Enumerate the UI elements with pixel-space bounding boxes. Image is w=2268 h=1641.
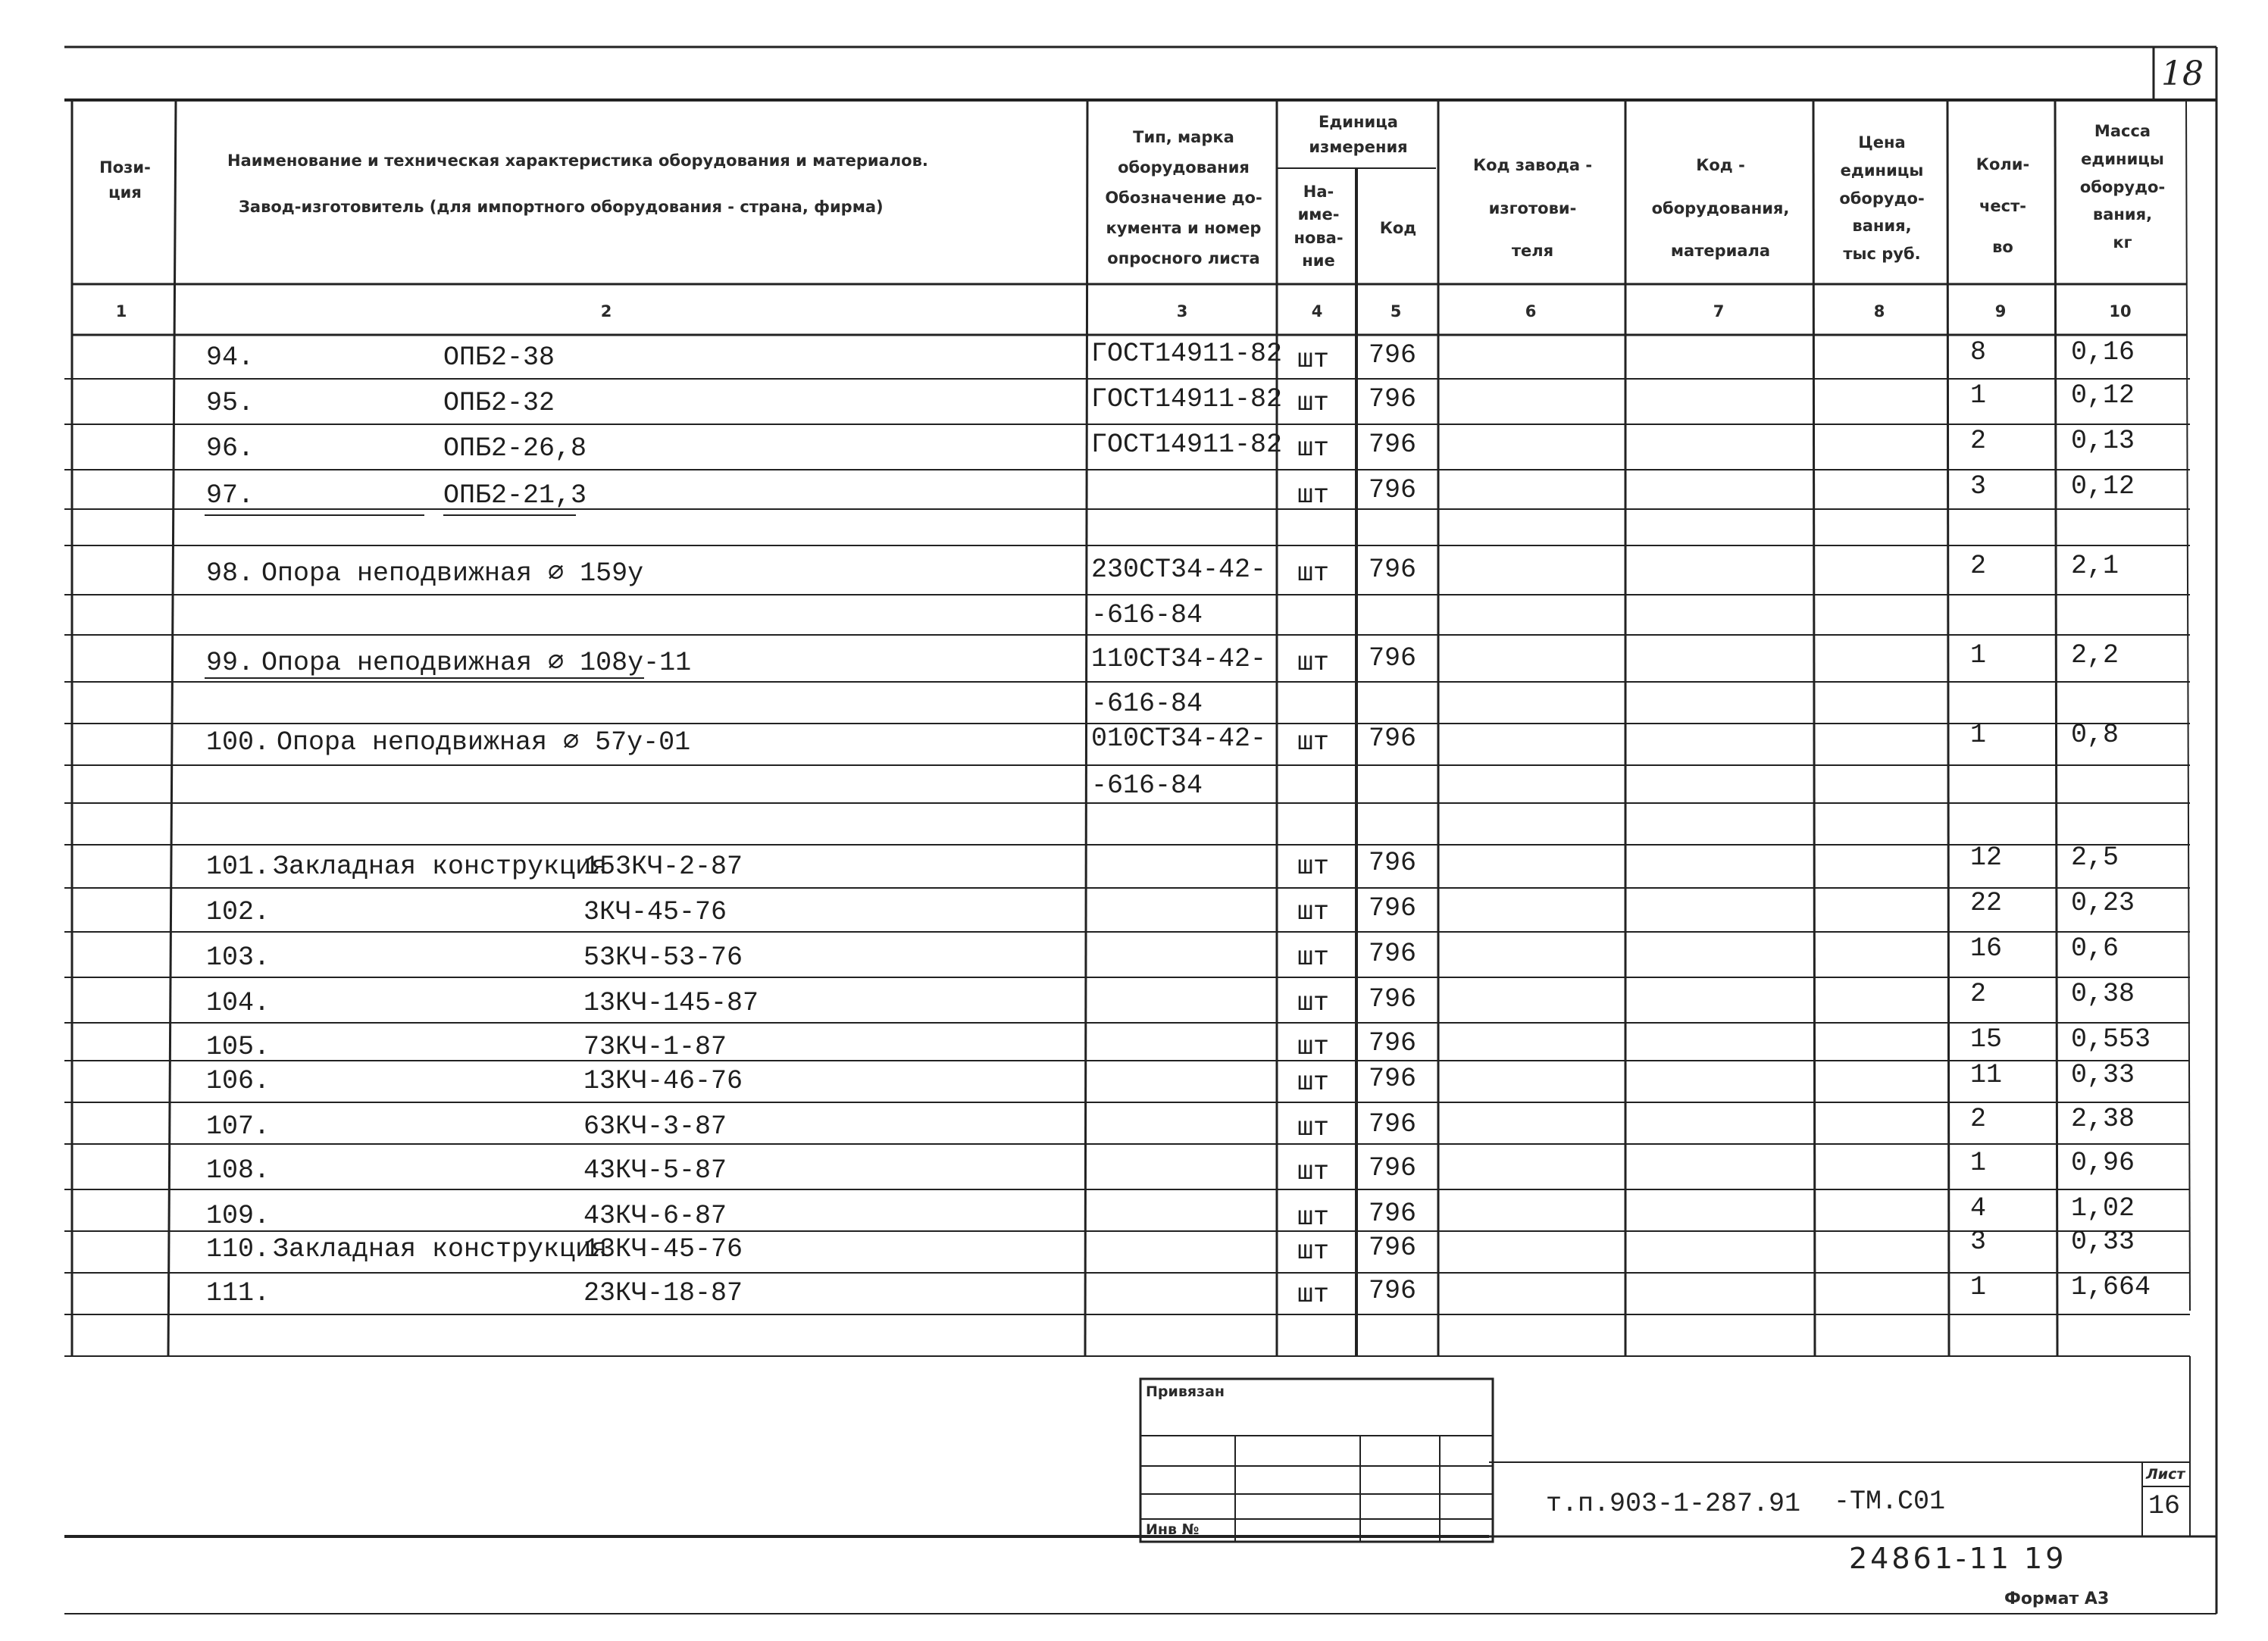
header-price: Цена единицы оборудо- вания, тыс руб.	[1839, 133, 1925, 263]
row-position: 97.	[206, 480, 255, 511]
row-code: 796	[1369, 939, 1417, 969]
row-qty: 2	[1970, 979, 1987, 1009]
row-doc: 110СТ34-42-	[1091, 644, 1267, 674]
row-code: 796	[1369, 1276, 1417, 1306]
row-unit: шт	[1297, 1113, 1330, 1143]
header-factory-code: Код завода - изготови- теля	[1472, 156, 1593, 261]
row-mass: 0,13	[2071, 426, 2135, 456]
col-number: 3	[1176, 302, 1188, 320]
row-code: 796	[1369, 893, 1417, 924]
bound-label: Привязан	[1146, 1383, 1225, 1400]
row-mass: 0,38	[2071, 979, 2135, 1009]
header-unit-group: Единица измерения	[1309, 113, 1408, 156]
col-number: 8	[1873, 302, 1885, 320]
row-position: 95.	[206, 388, 255, 418]
row-unit: шт	[1297, 648, 1330, 678]
inventory-label: Инв №	[1146, 1521, 1200, 1538]
row-position: 94.	[206, 342, 255, 373]
row-position: 111.	[206, 1278, 271, 1308]
row-code: 796	[1369, 1109, 1417, 1139]
header-mass: Масса единицы оборудо- вания, кг	[2079, 122, 2166, 252]
header-name-line2: Завод-изготовитель (для импортного оборудования - страна, фирма)	[239, 198, 884, 216]
archive-number: 24861-11 19	[1849, 1542, 2067, 1575]
row-doc-continued: -616-84	[1091, 689, 1203, 719]
row-mass: 1,664	[2071, 1272, 2151, 1302]
row-unit: шт	[1297, 1032, 1330, 1062]
document-designation-suffix: -ТМ.С01	[1834, 1486, 1946, 1517]
header-name-line1: Наименование и техническая характеристика оборудования и материалов.	[227, 152, 928, 170]
row-qty: 1	[1970, 1272, 1987, 1302]
row-doc-continued: -616-84	[1091, 770, 1203, 801]
row-position: 102.	[206, 897, 271, 927]
row-qty: 16	[1970, 933, 2003, 964]
row-qty: 3	[1970, 1227, 1987, 1257]
header-unit-code: Код	[1379, 219, 1417, 237]
row-code: 796	[1369, 848, 1417, 878]
row-mark: ОПБ2-32	[443, 388, 555, 418]
header-unit-name: На- име- нова- ние	[1294, 183, 1344, 270]
row-mass: 0,12	[2071, 471, 2135, 502]
row-code: 796	[1369, 643, 1417, 674]
row-mark: ОПБ2-21,3	[443, 480, 587, 511]
row-qty: 1	[1970, 720, 1987, 750]
row-qty: 2	[1970, 426, 1987, 456]
header-equipment-code: Код - оборудования, материала	[1651, 156, 1790, 261]
row-position: 101.	[206, 852, 271, 882]
row-code: 796	[1369, 1233, 1417, 1263]
col-number: 1	[115, 302, 127, 320]
row-position: 109.	[206, 1201, 271, 1231]
row-qty: 2	[1970, 1104, 1987, 1134]
row-mark: 53КЧ-53-76	[583, 942, 743, 973]
row-position: 106.	[206, 1066, 271, 1096]
row-position: 98.	[206, 558, 255, 589]
row-position: 105.	[206, 1032, 271, 1062]
row-doc: ГОСТ14911-82	[1091, 430, 1283, 460]
row-unit: шт	[1297, 1236, 1330, 1267]
row-mass: 2,38	[2071, 1104, 2135, 1134]
row-unit: шт	[1297, 852, 1330, 882]
row-mass: 2,5	[2071, 842, 2119, 873]
sheet-value: 16	[2148, 1491, 2181, 1521]
row-mark: 153КЧ-2-87	[583, 852, 743, 882]
row-mass: 0,6	[2071, 933, 2119, 964]
row-name: Закладная конструкция	[273, 852, 608, 882]
row-doc: 010СТ34-42-	[1091, 724, 1267, 754]
row-position: 110.	[206, 1234, 271, 1264]
row-mass: 2,2	[2071, 640, 2119, 670]
row-unit: шт	[1297, 1202, 1330, 1233]
col-number: 7	[1713, 302, 1725, 320]
row-unit: шт	[1297, 480, 1330, 511]
row-code: 796	[1369, 984, 1417, 1014]
row-unit: шт	[1297, 727, 1330, 758]
row-mass: 0,8	[2071, 720, 2119, 750]
row-qty: 12	[1970, 842, 2003, 873]
col-number: 9	[1994, 302, 2007, 320]
row-mass: 0,23	[2071, 888, 2135, 918]
row-mark: 43КЧ-6-87	[583, 1201, 727, 1231]
row-name: Закладная конструкция	[273, 1234, 608, 1264]
row-mark: 73КЧ-1-87	[583, 1032, 727, 1062]
row-code: 796	[1369, 555, 1417, 585]
row-mark: 23КЧ-18-87	[583, 1278, 743, 1308]
row-position: 100.	[206, 727, 271, 758]
row-name: Опора неподвижная ∅ 108у-11	[261, 648, 692, 678]
row-qty: 11	[1970, 1060, 2003, 1090]
header-quantity: Коли- чест- во	[1976, 155, 2030, 257]
row-mass: 0,12	[2071, 380, 2135, 411]
row-code: 796	[1369, 430, 1417, 460]
row-code: 796	[1369, 1153, 1417, 1183]
row-doc: ГОСТ14911-82	[1091, 339, 1283, 369]
sheet-format: Формат А3	[2004, 1589, 2110, 1608]
row-position: 99.	[206, 648, 255, 678]
row-qty: 1	[1970, 1148, 1987, 1178]
row-position: 107.	[206, 1111, 271, 1142]
row-code: 796	[1369, 1199, 1417, 1229]
row-qty: 22	[1970, 888, 2003, 918]
row-mark: ОПБ2-26,8	[443, 433, 587, 464]
row-doc-continued: -616-84	[1091, 600, 1203, 630]
row-position: 96.	[206, 433, 255, 464]
row-unit: шт	[1297, 433, 1330, 464]
row-doc: ГОСТ14911-82	[1091, 384, 1283, 414]
row-code: 796	[1369, 1028, 1417, 1058]
row-position: 104.	[206, 988, 271, 1018]
row-qty: 2	[1970, 551, 1987, 581]
row-unit: шт	[1297, 942, 1330, 973]
row-mark: 43КЧ-5-87	[583, 1155, 727, 1186]
row-qty: 3	[1970, 471, 1987, 502]
row-mark: 13КЧ-145-87	[583, 988, 759, 1018]
row-code: 796	[1369, 475, 1417, 505]
row-mass: 0,96	[2071, 1148, 2135, 1178]
row-code: 796	[1369, 340, 1417, 370]
col-number: 2	[600, 302, 612, 320]
row-unit: шт	[1297, 897, 1330, 927]
row-code: 796	[1369, 384, 1417, 414]
sheet-number: 18	[2161, 55, 2204, 93]
row-mark: 63КЧ-3-87	[583, 1111, 727, 1142]
header-type: Тип, марка оборудования Обозначение до- кумента и номер опросного листа	[1105, 128, 1262, 267]
col-number: 6	[1525, 302, 1537, 320]
row-qty: 15	[1970, 1024, 2003, 1055]
row-unit: шт	[1297, 558, 1330, 589]
row-unit: шт	[1297, 345, 1330, 375]
row-qty: 1	[1970, 380, 1987, 411]
row-mass: 0,33	[2071, 1060, 2135, 1090]
col-number: 10	[2109, 302, 2132, 320]
row-position: 108.	[206, 1155, 271, 1186]
row-qty: 1	[1970, 640, 1987, 670]
row-name: Опора неподвижная ∅ 159у	[261, 558, 644, 589]
row-position: 103.	[206, 942, 271, 973]
row-unit: шт	[1297, 1067, 1330, 1098]
row-unit: шт	[1297, 1280, 1330, 1310]
row-mass: 0,33	[2071, 1227, 2135, 1257]
row-mass: 0,16	[2071, 337, 2135, 367]
document-designation: т.п.903-1-287.91	[1546, 1489, 1801, 1519]
row-mass: 0,553	[2071, 1024, 2151, 1055]
row-qty: 4	[1970, 1193, 1987, 1224]
row-mark: 13КЧ-45-76	[583, 1234, 743, 1264]
row-unit: шт	[1297, 388, 1330, 418]
col-number: 4	[1311, 302, 1323, 320]
row-unit: шт	[1297, 1157, 1330, 1187]
row-doc: 230СТ34-42-	[1091, 555, 1267, 585]
row-unit: шт	[1297, 988, 1330, 1018]
row-mass: 2,1	[2071, 551, 2119, 581]
row-mark: ОПБ2-38	[443, 342, 555, 373]
col-number: 5	[1390, 302, 1402, 320]
row-mark: 13КЧ-46-76	[583, 1066, 743, 1096]
row-name: Опора неподвижная ∅ 57у-01	[277, 727, 691, 758]
row-code: 796	[1369, 1064, 1417, 1094]
row-code: 796	[1369, 724, 1417, 754]
sheet-label: Лист	[2146, 1466, 2185, 1483]
row-qty: 8	[1970, 337, 1987, 367]
header-position: Пози- ция	[99, 158, 151, 202]
row-mark: 3КЧ-45-76	[583, 897, 727, 927]
row-mass: 1,02	[2071, 1193, 2135, 1224]
